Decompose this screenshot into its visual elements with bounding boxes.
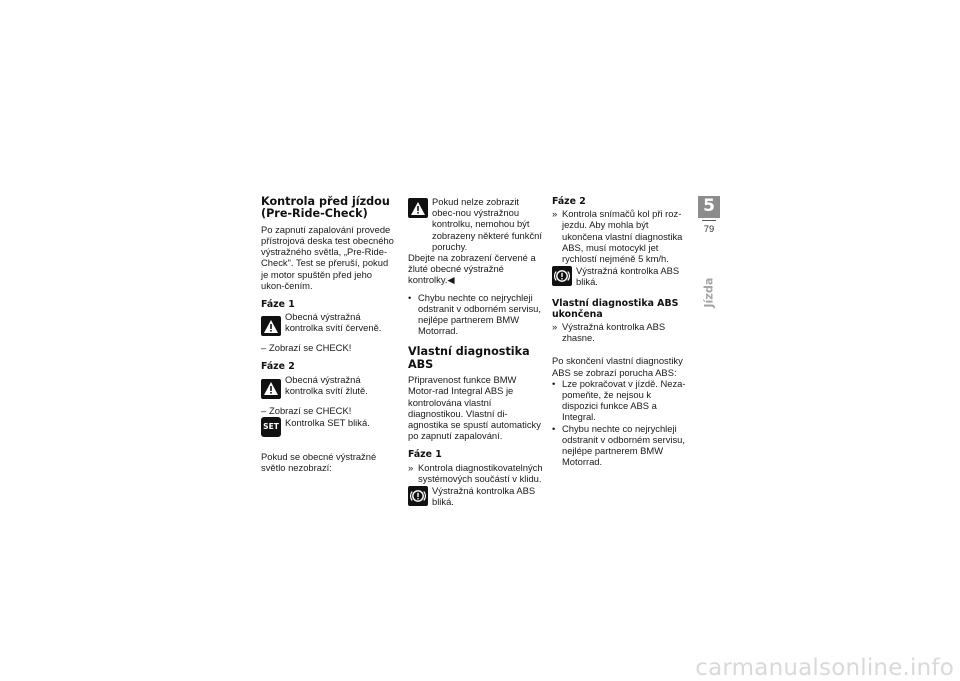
faze1-check-text: Zobrazí se CHECK! <box>269 342 352 354</box>
bullet-marker: • <box>552 422 556 434</box>
faze2-check-text: Zobrazí se CHECK! <box>269 404 352 416</box>
col3-bullet-2 <box>552 423 689 468</box>
abs-end-step <box>552 321 689 343</box>
column-2 <box>408 196 545 507</box>
abs-faze1-indicator-text: Výstražná kontrolka ABS bliká. <box>432 485 536 508</box>
faze1-check <box>261 342 398 353</box>
col3-bullet-1-text: Lze pokračovat v jízdě. Neza-pomeňte, že nejsou k dispozici funkce ABS a Integral. <box>562 377 686 423</box>
step-marker: » <box>408 461 414 473</box>
abs-faze1-step <box>408 462 545 484</box>
abs-warning-icon <box>408 486 428 506</box>
set-icon: SET <box>261 417 281 437</box>
set-text: Kontrolka SET bliká. <box>285 416 370 428</box>
step-marker: » <box>552 321 558 333</box>
faze1-title: Fáze 1 <box>261 299 295 311</box>
abs-faze2-step-text: Kontrola snímačů kol při roz-jezdu. Aby mohla být ukončena vlastní diagnostika ABS, musí motocykl jet rychlostí nejméně 5 km/h. <box>562 208 683 265</box>
warning-triangle-icon <box>261 316 281 336</box>
abs-end-title: Vlastní diagnostika ABS ukončena <box>552 297 679 320</box>
bullet-marker: • <box>552 377 556 389</box>
abs-faze2-step <box>552 208 689 264</box>
warning-triangle-icon <box>408 198 428 218</box>
chapter-number: 5 <box>698 196 720 218</box>
section-tab <box>700 268 718 318</box>
warning-triangle-icon <box>261 379 281 399</box>
tab-divider <box>702 220 716 221</box>
col2-bullet-1 <box>408 292 545 337</box>
abs-faze1-title: Fáze 1 <box>408 449 442 461</box>
section-label: Jízda <box>702 277 716 309</box>
col2-bullet-1-text: Chybu nechte co nejrychleji odstranit v odborném servisu, nejlépe partnerem BMW Motorrad. <box>418 291 541 337</box>
col3-bullet-2-text: Chybu nechte co nejrychleji odstranit v odborném servisu, nejlépe partnerem BMW Motorrad. <box>562 422 685 468</box>
abs-warning-icon <box>552 266 572 286</box>
col1-outro: Pokud se obecné výstražné světlo nezobrazí: <box>261 450 377 474</box>
faze1-warning <box>261 311 398 336</box>
abs-faze2-indicator-text: Výstražná kontrolka ABS bliká. <box>576 265 680 288</box>
abs-end-step-text: Výstražná kontrolka ABS zhasne. <box>562 321 666 344</box>
abs-faze2-title: Fáze 2 <box>552 196 586 207</box>
column-3 <box>552 196 689 467</box>
faze2-check <box>261 405 398 416</box>
general-warning-note <box>408 196 545 252</box>
faze2-warning-text: Obecná výstražná kontrolka svítí žlutě. <box>285 373 368 396</box>
warning-note-head <box>432 196 545 252</box>
dash-marker: – <box>261 342 267 354</box>
faze2-title: Fáze 2 <box>261 361 295 373</box>
page-number: 79 <box>703 223 715 234</box>
abs-diagnostics-intro: Připravenost funkce BMW Motor-rad Integral ABS je kontrolována vlastní diagnostikou. Vlastní di-agnostika se spustí automaticky po zapnutí zapalování. <box>408 374 541 442</box>
warning-note-text: Pokud nelze zobrazit obec-nou výstražnou kontrolku, nemohou být zobrazeny některé funkční poruchy. <box>432 196 542 252</box>
watermark: carmanualsonline.info <box>695 654 954 681</box>
col3-bullet-1 <box>552 378 689 423</box>
dash-marker: – <box>261 404 267 416</box>
abs-faze1-indicator <box>408 485 545 507</box>
set-indicator <box>261 417 398 437</box>
faze2-warning <box>261 374 398 399</box>
col3-outro: Po skončení vlastní diagnostiky ABS se zobrazí porucha ABS: <box>552 355 683 378</box>
pre-ride-check-intro: Po zapnutí zapalování provede přístrojová deska test obecného výstražného světla, „Pre-Ride-Check". Test se přeruší, pokud je motor spuštěn před jeho ukon-čením. <box>261 223 394 291</box>
abs-faze1-step-text: Kontrola diagnostikovatelných systémových součástí v klidu. <box>418 461 543 484</box>
chapter-tab <box>698 196 720 234</box>
faze1-warning-text: Obecná výstražná kontrolka svítí červeně. <box>285 311 382 334</box>
pre-ride-check-heading: Kontrola před jízdou (Pre-Ride-Check) <box>261 195 390 221</box>
step-marker: » <box>552 208 558 220</box>
abs-diagnostics-heading: Vlastní diagnostika ABS <box>408 345 530 371</box>
column-1 <box>261 196 398 473</box>
warning-note-text2: Dbejte na zobrazení červené a žluté obecné výstražné kontrolky.◀ <box>408 252 536 286</box>
abs-faze2-indicator <box>552 265 689 287</box>
bullet-marker: • <box>408 291 412 303</box>
